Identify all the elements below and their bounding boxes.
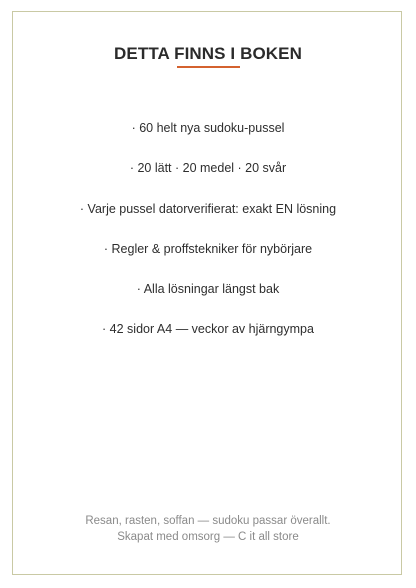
feature-item: · Alla lösningar längst bak (136, 282, 280, 296)
feature-item: · 42 sidor A4 — veckor av hjärngympa (102, 322, 314, 336)
footer-credit: Skapat med omsorg — C it all store (117, 531, 299, 543)
footer-tagline: Resan, rasten, soffan — sudoku passar överallt. (85, 515, 331, 527)
feature-item: · Regler & proffstekniker för nybörjare (103, 242, 313, 256)
feature-item: · 20 lätt · 20 medel · 20 svår (129, 161, 287, 175)
feature-item: · 60 helt nya sudoku-pussel (131, 121, 285, 135)
title-underline (177, 66, 240, 68)
page-title: DETTA FINNS I BOKEN (114, 44, 302, 63)
feature-item: · Varje pussel datorverifierat: exakt EN lösning (79, 202, 337, 216)
